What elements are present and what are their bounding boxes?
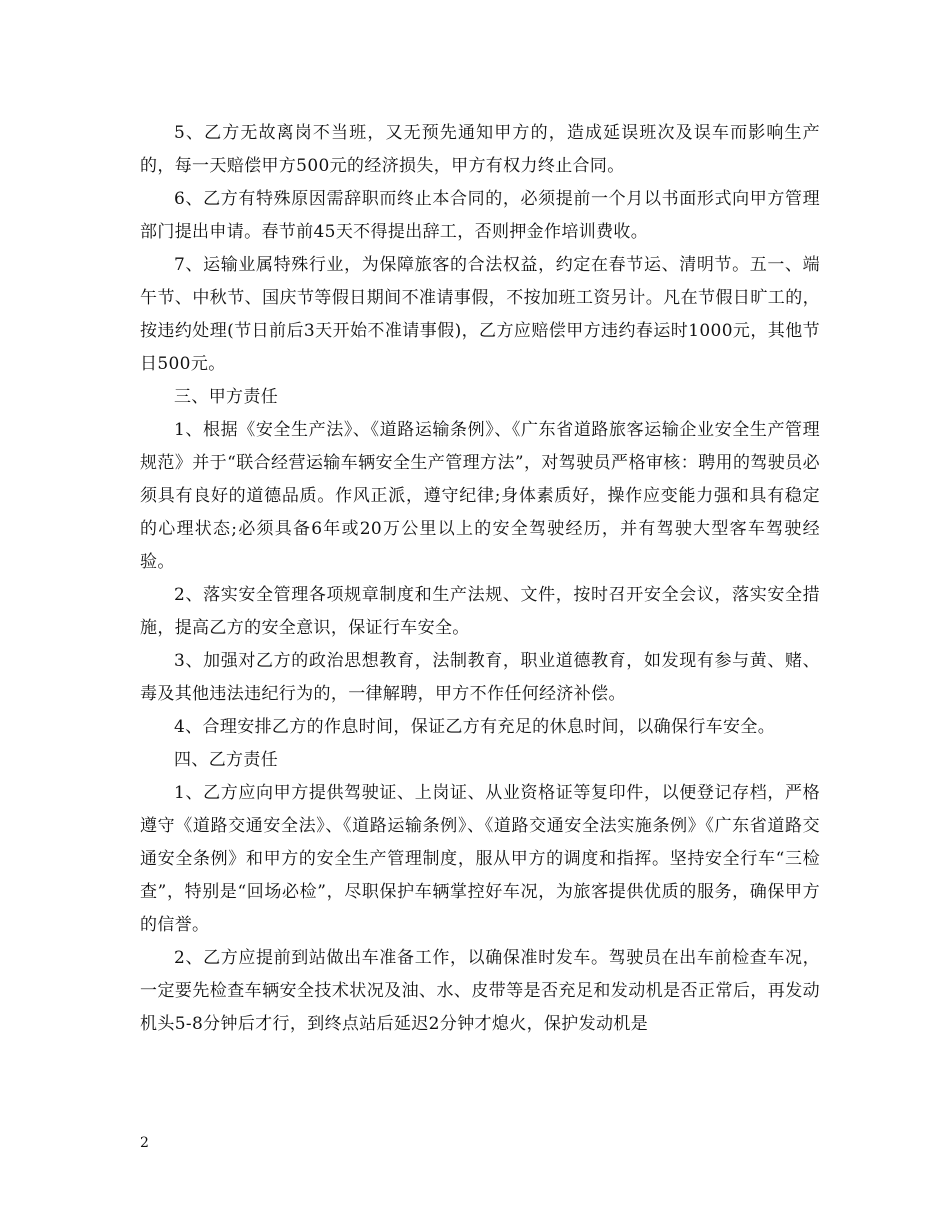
paragraph-party-a-1: 1、根据《安全生产法》、《道路运输条例》、《广东省道路旅客运输企业安全生产管理规范》并于“联合经营运输车辆安全生产管理方法”，对驾驶员严格审核：聘用的驾驶员必须具有良好的道德品质。作风正派，遵守纪律;身体素质好，操作应变能力强和具有稳定的心理状态;必须具备6年或20万公里以上的安全驾驶经历，并有驾驶大型客车驾驶经验。 — [140, 420, 820, 572]
paragraph-clause-7: 7、运输业属特殊行业，为保障旅客的合法权益，约定在春节运、清明节。五一、端午节、中秋节、国庆节等假日期间不准请事假，不按加班工资另计。凡在节假日旷工的，按违约处理(节日前后3天开始不准请事假)，乙方应赔偿甲方违约春运时1000元，其他节日500元。 — [140, 255, 820, 374]
paragraph-party-b-1: 1、乙方应向甲方提供驾驶证、上岗证、从业资格证等复印件，以便登记存档，严格遵守《道路交通安全法》、《道路运输条例》、《道路交通安全法实施条例》《广东省道路交通安全条例》和甲方的安全生产管理制度，服从甲方的调度和指挥。坚持安全行车“三检查”，特别是“回场必检”，尽职保护车辆掌控好车况，为旅客提供优质的服务，确保甲方的信誉。 — [140, 783, 820, 935]
paragraph-party-a-3: 3、加强对乙方的政治思想教育，法制教育，职业道德教育，如发现有参与黄、赌、毒及其他违法违纪行为的，一律解聘，甲方不作任何经济补偿。 — [140, 651, 820, 704]
paragraph-clause-5: 5、乙方无故离岗不当班，又无预先通知甲方的，造成延误班次及误车而影响生产的，每一天赔偿甲方500元的经济损失，甲方有权力终止合同。 — [140, 123, 820, 176]
section-heading-party-b: 四、乙方责任 — [174, 750, 279, 770]
paragraph-party-a-4: 4、合理安排乙方的作息时间，保证乙方有充足的休息时间，以确保行车安全。 — [174, 717, 776, 737]
paragraph-party-b-2: 2、乙方应提前到站做出车准备工作，以确保准时发车。驾驶员在出车前检查车况，一定要先检查车辆安全技术状况及油、水、皮带等是否充足和发动机是否正常后，再发动机头5-8分钟后才行，到终点站后延迟2分钟才熄火，保护发动机是 — [140, 948, 820, 1034]
paragraph-party-a-2: 2、落实安全管理各项规章制度和生产法规、文件，按时召开安全会议，落实安全措施，提高乙方的安全意识，保证行车安全。 — [140, 585, 820, 638]
paragraph-clause-6: 6、乙方有特殊原因需辞职而终止本合同的，必须提前一个月以书面形式向甲方管理部门提出申请。春节前45天不得提出辞工，否则押金作培训费收。 — [140, 189, 820, 242]
page-number: 2 — [140, 1135, 149, 1151]
section-heading-party-a: 三、甲方责任 — [174, 387, 279, 407]
document-body — [140, 117, 820, 1041]
